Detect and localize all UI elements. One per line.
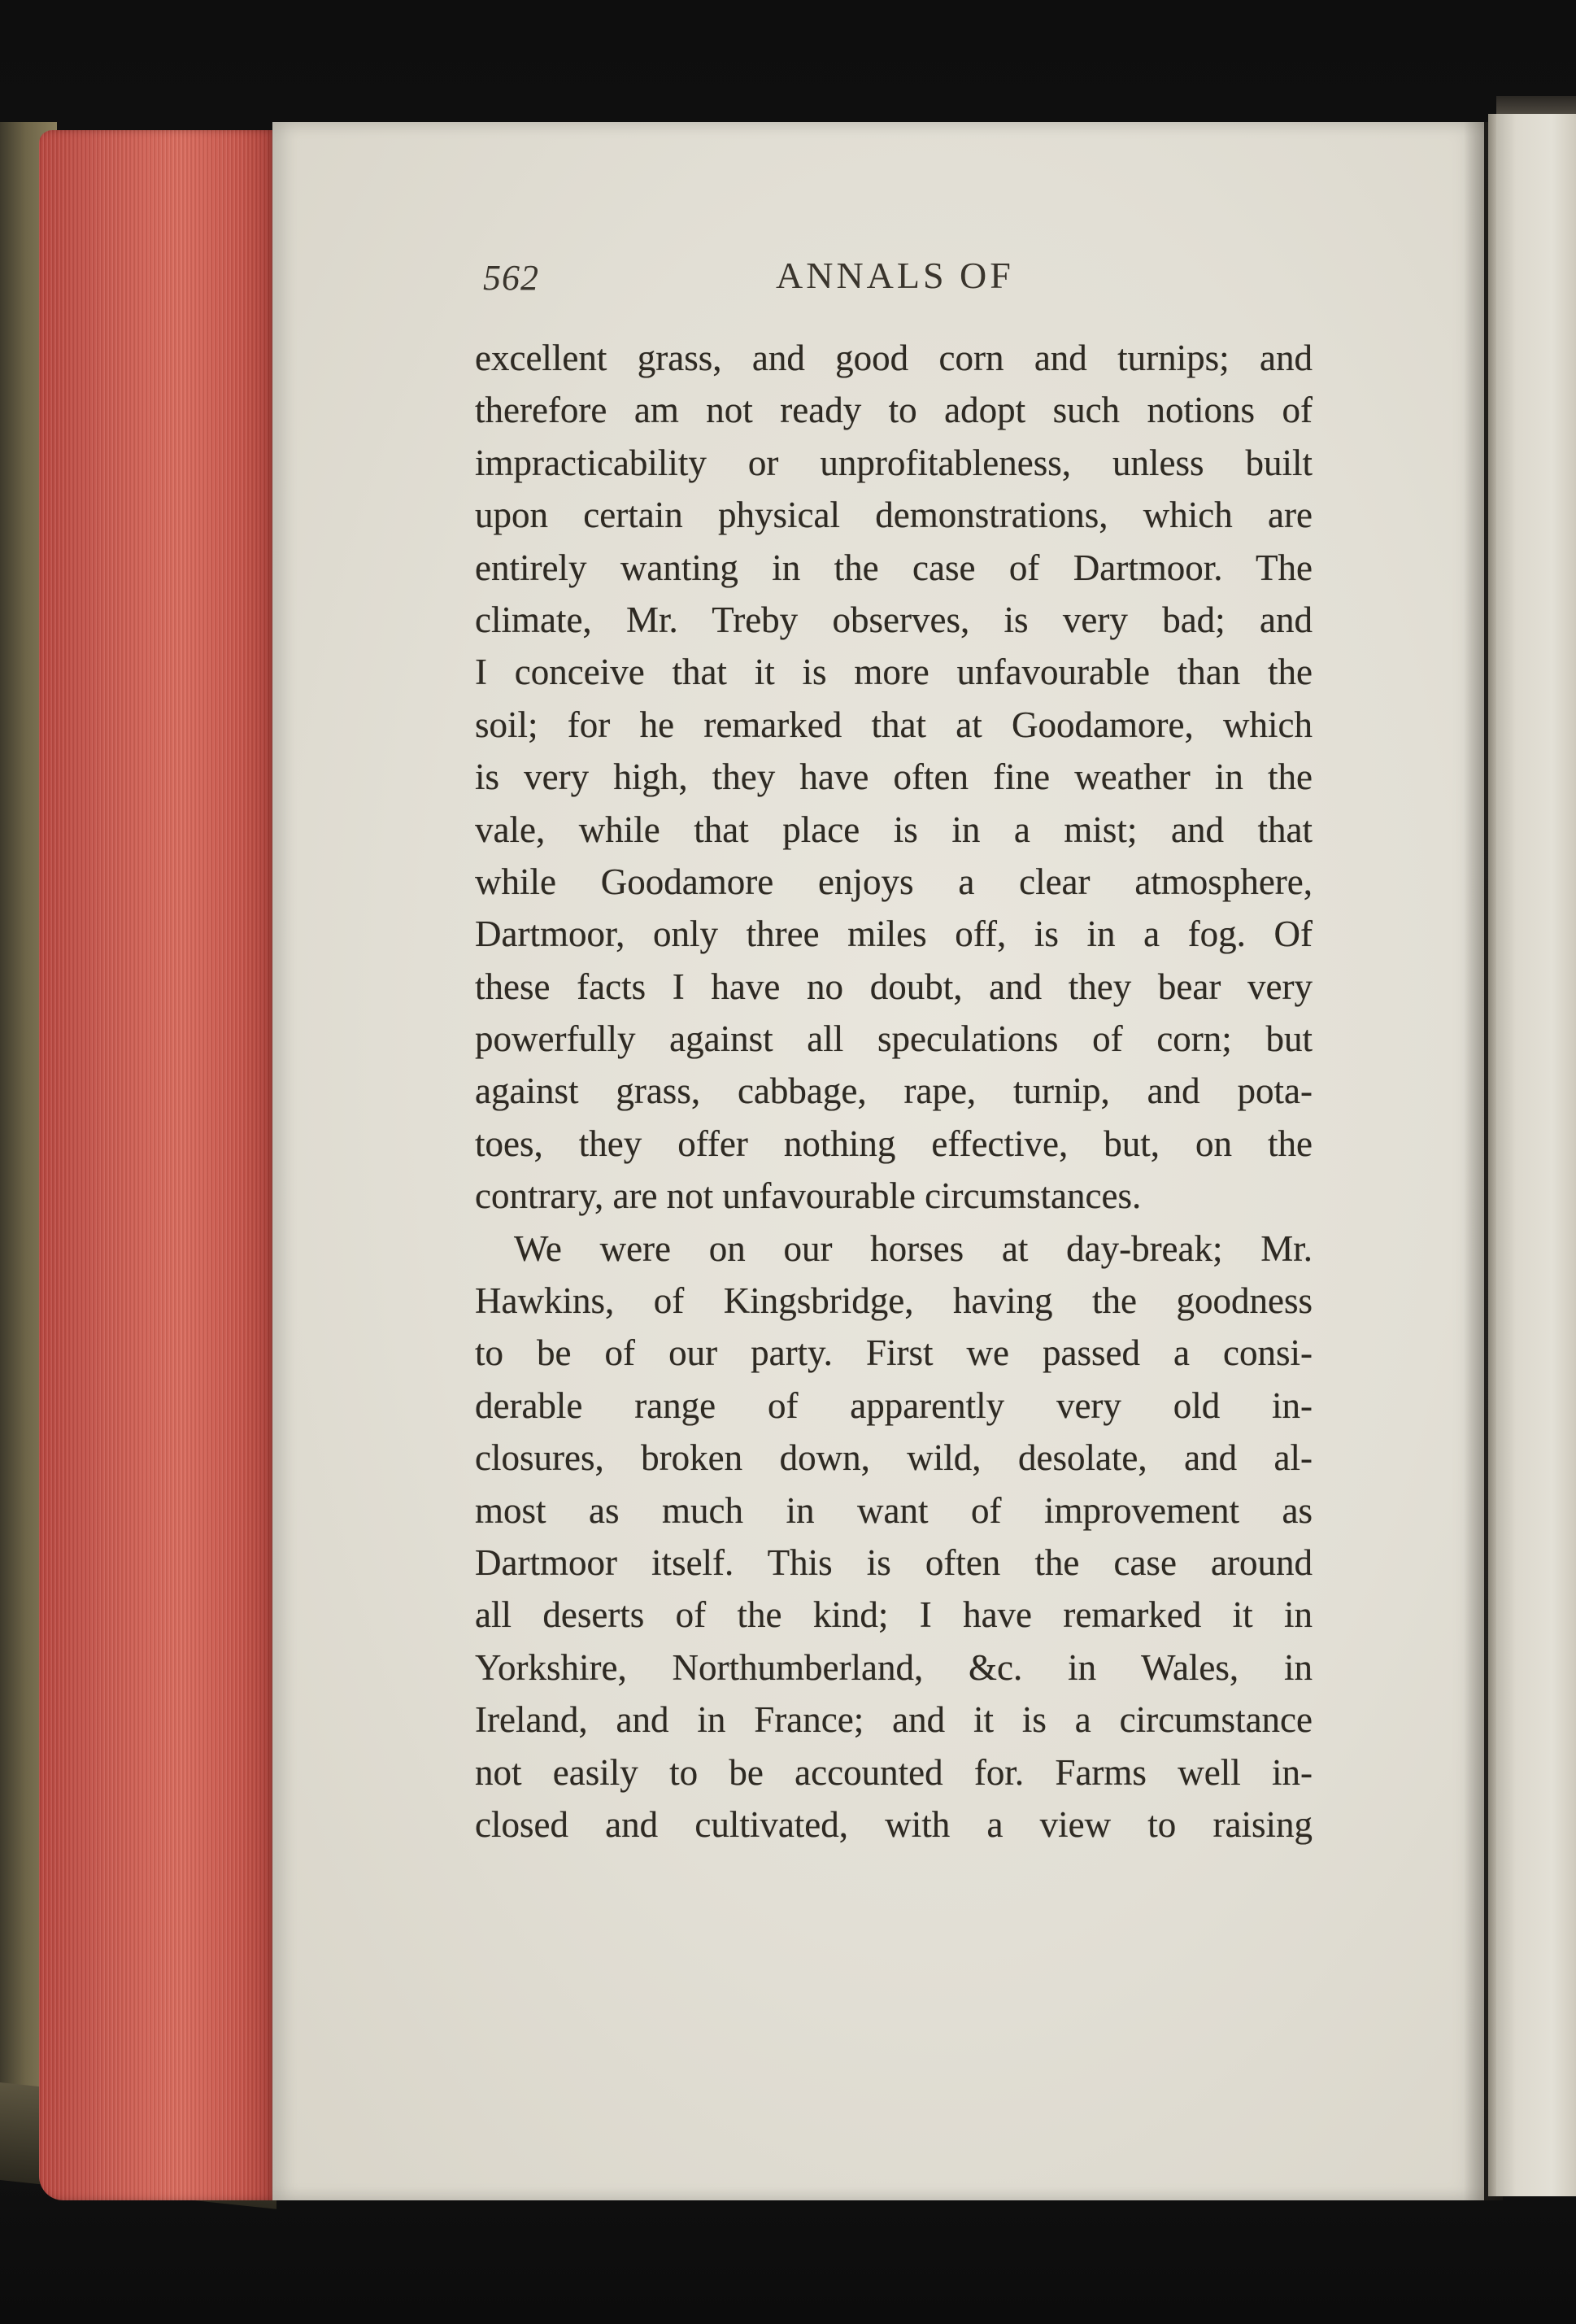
text-line: Dartmoor itself. This is often the case around [475, 1541, 1313, 1583]
facing-page [1496, 114, 1576, 2196]
text-line: impracticability or unprofitableness, unless built [475, 442, 1313, 483]
text-line: not easily to be accounted for. Farms well in- [475, 1751, 1313, 1793]
text-line: against grass, cabbage, rape, turnip, and pota- [475, 1070, 1313, 1112]
text-line: is very high, they have often fine weather in the [475, 756, 1313, 798]
text-line: closed and cultivated, with a view to raising [475, 1803, 1313, 1845]
text-line: Yorkshire, Northumberland, &c. in Wales, in [475, 1646, 1313, 1688]
text-line: Hawkins, of Kingsbridge, having the goodness [475, 1280, 1313, 1322]
text-line: while Goodamore enjoys a clear atmosphere, [475, 861, 1313, 902]
text-line: soil; for he remarked that at Goodamore, which [475, 704, 1313, 745]
text-line: all deserts of the kind; I have remarked it in [475, 1594, 1313, 1636]
body-text [475, 332, 1313, 1851]
red-page-edges [39, 130, 276, 2200]
text-line: Ireland, and in France; and it is a circumstance [475, 1699, 1313, 1741]
page-number: 562 [483, 258, 539, 298]
paragraph-end-line: contrary, are not unfavourable circumstances. [475, 1175, 1142, 1217]
text-line: climate, Mr. Treby observes, is very bad; and [475, 599, 1313, 640]
text-line: derable range of apparently very old in- [475, 1384, 1313, 1426]
text-line: entirely wanting in the case of Dartmoor. The [475, 547, 1313, 588]
text-line: vale, while that place is in a mist; and that [475, 809, 1313, 850]
running-head [483, 252, 1313, 301]
text-line: closures, broken down, wild, desolate, and al- [475, 1437, 1313, 1479]
text-line: upon certain physical demonstrations, which are [475, 495, 1313, 536]
paragraph-start-line: We were on our horses at day-break; Mr. [514, 1227, 1313, 1269]
text-line: most as much in want of improvement as [475, 1489, 1313, 1531]
running-head-title: ANNALS OF [776, 255, 1014, 296]
text-line: to be of our party. First we passed a consi- [475, 1332, 1313, 1374]
text-line: toes, they offer nothing effective, but, on the [475, 1123, 1313, 1164]
text-line: I conceive that it is more unfavourable than the [475, 652, 1313, 693]
text-line: powerfully against all speculations of corn; but [475, 1018, 1313, 1060]
text-line: therefore am not ready to adopt such notions of [475, 390, 1313, 431]
text-line: Dartmoor, only three miles off, is in a fog. Of [475, 913, 1313, 955]
text-line: excellent grass, and good corn and turnips; and [475, 338, 1313, 378]
text-line: these facts I have no doubt, and they bear very [475, 966, 1313, 1007]
